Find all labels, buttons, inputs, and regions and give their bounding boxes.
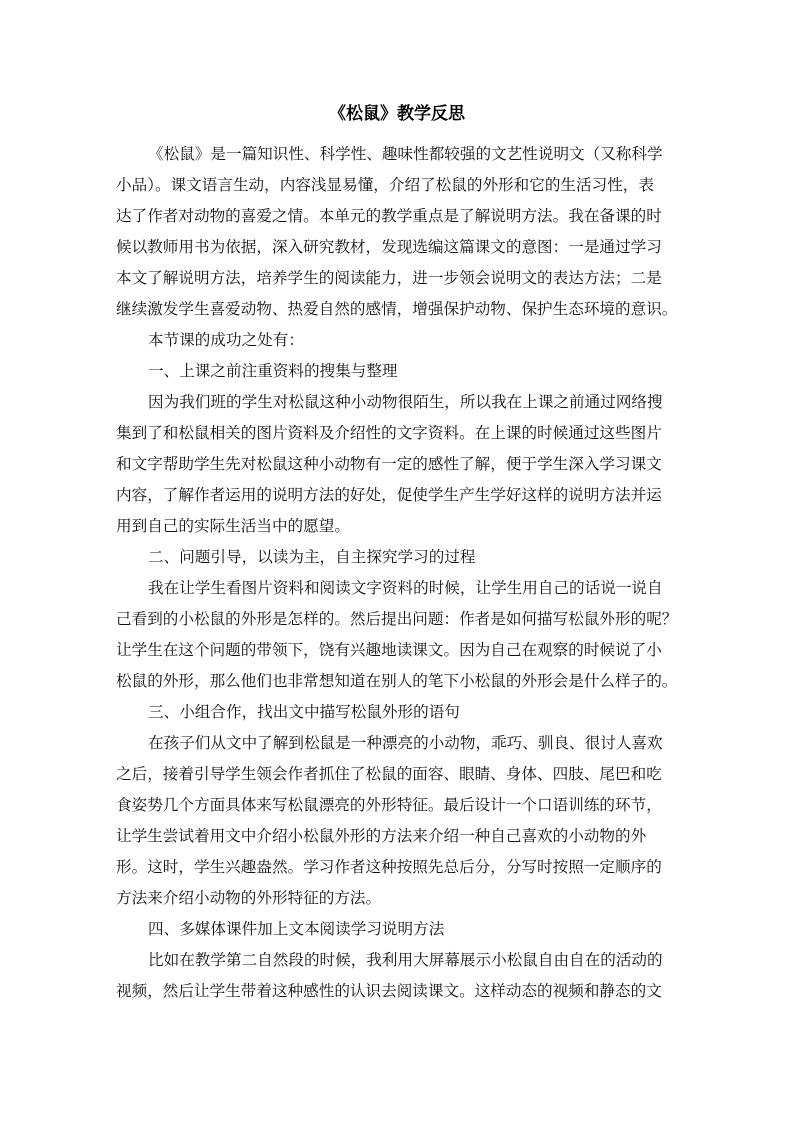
text-line: 达了作者对动物的喜爱之情。本单元的教学重点是了解说明方法。我在备课的时 xyxy=(116,207,662,225)
text-line: 之后，接着引导学生领会作者抓住了松鼠的面容、眼睛、身体、四肢、尾巴和吃 xyxy=(116,765,662,783)
section-heading: 四、多媒体课件加上文本阅读学习说明方法 xyxy=(148,920,445,938)
text-line: 松鼠的外形，那么他们也非常想知道在别人的笔下小松鼠的外形会是什么样子的。 xyxy=(116,672,678,690)
text-line: 食姿势几个方面具体来写松鼠漂亮的外形特征。最后设计一个口语训练的环节， xyxy=(116,796,662,814)
text-line: 让学生在这个问题的带领下，饶有兴趣地读课文。因为自己在观察的时候说了小 xyxy=(116,641,662,659)
text-line: 我在让学生看图片资料和阅读文字资料的时候，让学生用自己的话说一说自 xyxy=(148,579,663,597)
text-line: 《松鼠》是一篇知识性、科学性、趣味性都较强的文艺性说明文（又称科学 xyxy=(148,145,663,163)
document-title: 《松鼠》教学反思 xyxy=(329,104,465,124)
section-heading: 一、上课之前注重资料的搜集与整理 xyxy=(148,362,398,380)
text-line: 内容，了解作者运用的说明方法的好处，促使学生产生学好这样的说明方法并运 xyxy=(116,486,662,504)
section-heading: 二、问题引导，以读为主，自主探究学习的过程 xyxy=(148,548,476,566)
text-line: 集到了和松鼠相关的图片资料及介绍性的文字资料。在上课的时候通过这些图片 xyxy=(116,424,662,442)
text-line: 本节课的成功之处有： xyxy=(148,331,304,349)
text-line: 视频，然后让学生带着这种感性的认识去阅读课文。这样动态的视频和静态的文 xyxy=(116,982,662,1000)
text-line: 比如在教学第二自然段的时候，我利用大屏幕展示小松鼠自由自在的活动的 xyxy=(148,951,663,969)
text-line: 用到自己的实际生活当中的愿望。 xyxy=(116,517,350,535)
text-line: 本文了解说明方法，培养学生的阅读能力，进一步领会说明文的表达方法；二是 xyxy=(116,269,662,287)
text-line: 让学生尝试着用文中介绍小松鼠外形的方法来介绍一种自己喜欢的小动物的外 xyxy=(116,827,647,845)
text-line: 方法来介绍小动物的外形特征的方法。 xyxy=(116,889,382,907)
text-line: 在孩子们从文中了解到松鼠是一种漂亮的小动物，乖巧、驯良、很讨人喜欢 xyxy=(148,734,663,752)
text-line: 形。这时，学生兴趣盎然。学习作者这种按照先总后分，分写时按照一定顺序的 xyxy=(116,858,662,876)
text-line: 和文字帮助学生先对松鼠这种小动物有一定的感性了解，便于学生深入学习课文 xyxy=(116,455,662,473)
text-line: 候以教师用书为依据，深入研究教材，发现选编这篇课文的意图：一是通过学习 xyxy=(116,238,662,256)
text-line: 己看到的小松鼠的外形是怎样的。然后提出问题：作者是如何描写松鼠外形的呢？ xyxy=(116,610,678,628)
text-line: 小品）。课文语言生动，内容浅显易懂，介绍了松鼠的外形和它的生活习性，表 xyxy=(116,176,654,194)
text-line: 继续激发学生喜爱动物、热爱自然的感情，增强保护动物、保护生态环境的意识。 xyxy=(116,300,678,318)
text-line: 因为我们班的学生对松鼠这种小动物很陌生，所以我在上课之前通过网络搜 xyxy=(148,393,663,411)
section-heading: 三、小组合作，找出文中描写松鼠外形的语句 xyxy=(148,703,460,721)
